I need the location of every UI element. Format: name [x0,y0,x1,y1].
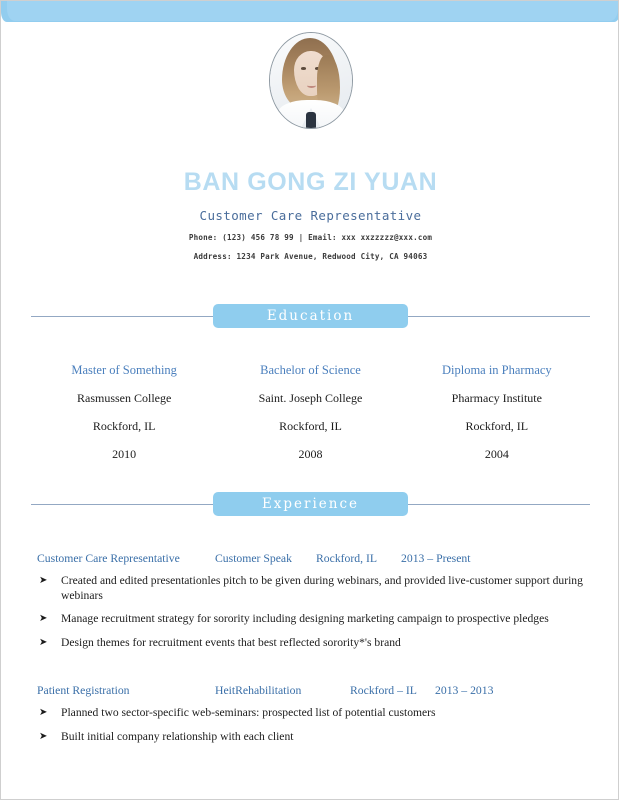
experience-header [37,552,590,565]
education-grid [31,363,590,475]
photo-mouth [307,83,316,88]
arrow-bullet-icon: ➤ [39,575,48,586]
education-degree: Bachelor of Science [260,363,361,377]
headline-job-title: Customer Care Representative [199,208,422,223]
top-accent-band-inner [7,1,618,21]
section-header-education [31,304,590,328]
education-location: Rockford, IL [279,419,342,433]
contact-address: Address: 1234 Park Avenue, Redwood City, CA 94063 [193,252,428,261]
experience-bullet-text: Design themes for recruitment events that best reflected sorority*'s brand [61,635,401,649]
experience-role: Patient Registration [37,684,130,697]
list-item [37,706,590,721]
photo-eye-left [301,67,306,70]
experience-dates: 2013 – 2013 [435,684,494,697]
experience-dates: 2013 – Present [401,552,471,565]
arrow-bullet-icon: ➤ [39,613,48,624]
experience-bullet-text: Created and edited presentationles pitch to be given during webinars, and provided live-customer support during webinars [61,574,583,602]
experience-location: Rockford, IL [316,552,378,565]
education-location: Rockford, IL [465,419,529,433]
rule-right [408,316,590,317]
section-label-education: Education [213,304,408,328]
experience-bullet-text: Manage recruitment strategy for sorority including designing marketing campaign to prospective pledges [61,612,549,625]
rule-left [31,316,213,317]
list-item [37,730,590,745]
profile-photo [269,32,353,129]
experience-entry [37,552,590,650]
education-entry [31,363,217,475]
education-year: 2004 [484,447,509,461]
experience-bullet-text: Built initial company relationship with each client [61,729,294,743]
education-school: Saint. Joseph College [258,391,363,405]
education-location: Rockford, IL [92,419,156,433]
page-title: BAN GONG ZI YUAN [183,168,438,196]
experience-company: HeitRehabilitation [215,684,302,697]
education-entry [404,363,590,475]
education-entry [217,363,403,475]
contact-phone-email: Phone: (123) 456 78 99 | Email: xxx xxzzzzz@xxx.com [188,233,433,242]
section-header-experience [31,492,590,516]
education-year: 2008 [298,447,323,461]
section-label-experience: Experience [213,492,408,516]
list-item [37,574,590,603]
photo-tie [306,112,316,128]
experience-header [37,684,590,697]
education-school: Pharmacy Institute [451,391,542,405]
experience-location: Rockford – IL [350,684,417,697]
education-degree: Diploma in Pharmacy [441,363,552,377]
arrow-bullet-icon: ➤ [39,636,48,648]
experience-role: Customer Care Representative [37,552,180,565]
experience-entry [37,684,590,744]
arrow-bullet-icon: ➤ [39,730,48,742]
rule-right [408,504,590,505]
list-item [37,612,590,627]
education-year: 2010 [112,447,137,461]
avatar [269,32,351,127]
education-degree: Master of Something [71,363,177,377]
education-school: Rasmussen College [77,391,172,405]
arrow-bullet-icon: ➤ [39,707,48,718]
rule-left [31,504,213,505]
experience-company: Customer Speak [215,552,292,565]
list-item [37,636,590,651]
experience-bullet-text: Planned two sector-specific web-seminars: prospected list of potential customers [61,706,436,719]
top-accent-band [1,1,619,22]
